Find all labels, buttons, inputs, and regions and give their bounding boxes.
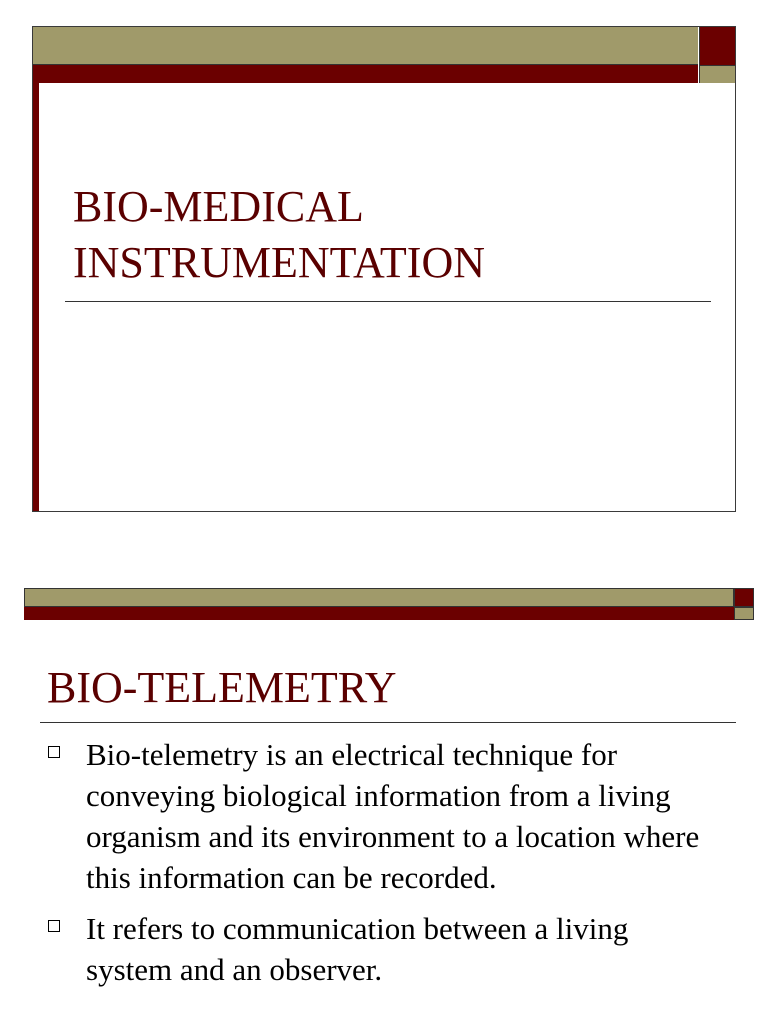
content-slide <box>24 588 754 1024</box>
bullet-item <box>24 734 754 898</box>
header-olive-band <box>24 588 734 607</box>
hollow-square-icon <box>48 746 60 758</box>
corner-olive-square <box>734 607 754 620</box>
left-maroon-bar <box>33 83 39 512</box>
corner-olive-square <box>699 65 736 83</box>
slide-title-line-1: BIO-MEDICAL <box>73 182 364 231</box>
title-divider <box>65 301 711 302</box>
bullet-item <box>24 908 754 990</box>
slide-heading: BIO-TELEMETRY <box>47 663 397 712</box>
heading-divider <box>40 722 736 723</box>
bullet-list <box>24 734 754 1000</box>
bullet-text: It refers to communication between a living system and an observer. <box>86 911 629 987</box>
header-olive-band <box>33 27 698 65</box>
hollow-square-icon <box>48 920 60 932</box>
corner-maroon-square <box>734 588 754 607</box>
header-maroon-band <box>33 65 698 83</box>
slide-title <box>73 179 713 291</box>
slide-title-line-2: INSTRUMENTATION <box>73 238 486 287</box>
corner-maroon-square <box>699 27 736 65</box>
bullet-text: Bio-telemetry is an electrical technique for conveying biological information from a living organism and its environment to a location where this information can be recorded. <box>86 737 700 895</box>
title-slide <box>32 26 736 512</box>
header-maroon-band <box>24 607 734 620</box>
